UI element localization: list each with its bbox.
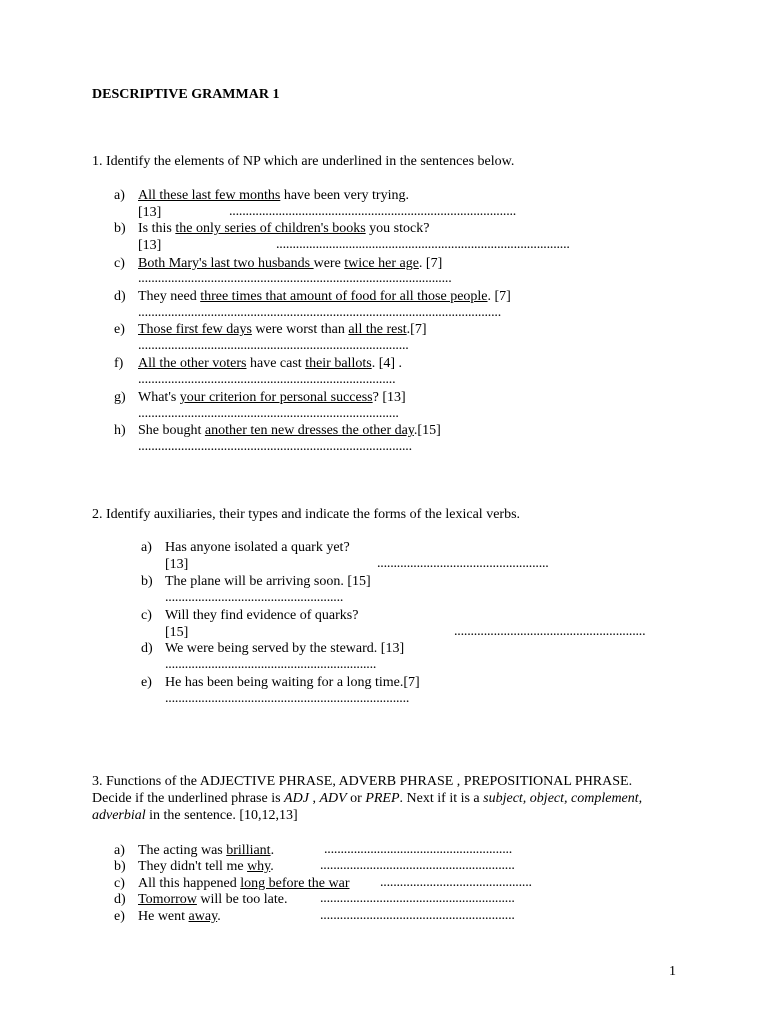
item-score: [13]: [138, 238, 162, 253]
underlined-phrase: brilliant: [226, 843, 271, 858]
answer-blank[interactable]: ..........................................................................: [165, 691, 410, 706]
answer-blank[interactable]: ...................................................................................: [138, 439, 412, 454]
answer-blank[interactable]: ...........................................................: [320, 891, 515, 906]
list-item: a) Has anyone isolated a quark yet?: [141, 540, 350, 555]
list-item: b) They didn't tell me why.: [114, 859, 274, 874]
underlined-phrase: the only series of children's books: [175, 221, 366, 236]
underlined-phrase: three times that amount of food for all those people: [200, 289, 488, 304]
list-item: d) We were being served by the steward. [13]: [141, 641, 405, 656]
list-item: d) They need three times that amount of food for all those people. [7]: [114, 289, 511, 304]
underlined-phrase: your criterion for personal success: [179, 390, 373, 405]
answer-blank[interactable]: ..............................................................................: [138, 372, 396, 387]
answer-blank[interactable]: ..............................................................................................................: [138, 305, 502, 320]
underlined-phrase: All the other voters: [138, 356, 247, 371]
underlined-phrase: away: [188, 909, 218, 924]
answer-blank[interactable]: ....................................................: [377, 556, 549, 571]
answer-blank[interactable]: .......................................................................................: [229, 204, 517, 219]
list-item: h) She bought another ten new dresses the other day.[15]: [114, 423, 441, 438]
answer-blank[interactable]: ..........................................................: [454, 624, 646, 639]
underlined-phrase: Both Mary's last two husbands: [138, 256, 314, 271]
answer-blank[interactable]: ..................................................................................: [138, 338, 409, 353]
answer-blank[interactable]: ...........................................................: [320, 858, 515, 873]
list-item: c) All this happened long before the war: [114, 876, 350, 891]
list-item: b) The plane will be arriving soon. [15]: [141, 574, 371, 589]
underlined-phrase: their ballots: [305, 356, 372, 371]
list-item: b) Is this the only series of children's books you stock?: [114, 221, 430, 236]
item-score: [15]: [165, 625, 189, 640]
list-item: g) What's your criterion for personal success? [13]: [114, 390, 406, 405]
page-number: 1: [669, 964, 676, 979]
answer-blank[interactable]: ...............................................................................: [138, 406, 399, 421]
underlined-phrase: Tomorrow: [138, 892, 197, 907]
underlined-phrase: twice her age: [344, 256, 419, 271]
underlined-phrase: why: [247, 859, 271, 874]
answer-blank[interactable]: ......................................................: [165, 590, 344, 605]
list-item: e) Those first few days were worst than all the rest.[7]: [114, 322, 427, 337]
list-item: a) All these last few months have been very trying.: [114, 188, 409, 203]
answer-blank[interactable]: ..............................................: [380, 875, 532, 890]
answer-blank[interactable]: .........................................................: [324, 842, 513, 857]
item-score: [13]: [138, 205, 162, 220]
list-item: d) Tomorrow will be too late.: [114, 892, 288, 907]
list-item: e) He went away.: [114, 909, 221, 924]
underlined-phrase: Those first few days: [138, 322, 252, 337]
answer-blank[interactable]: ................................................................: [165, 657, 377, 672]
document-title: DESCRIPTIVE GRAMMAR 1: [92, 87, 280, 102]
underlined-phrase: All these last few months: [138, 188, 281, 203]
list-item: f) All the other voters have cast their ballots. [4] .: [114, 356, 403, 371]
list-item: a) The acting was brilliant.: [114, 843, 275, 858]
underlined-phrase: another ten new dresses the other day: [204, 423, 414, 438]
list-item: c) Both Mary's last two husbands were twice her age. [7]: [114, 256, 443, 271]
list-item: e) He has been being waiting for a long time.[7]: [141, 675, 420, 690]
answer-blank[interactable]: .........................................................................................: [276, 237, 570, 252]
list-item: c) Will they find evidence of quarks?: [141, 608, 359, 623]
underlined-phrase: all the rest: [348, 322, 407, 337]
answer-blank[interactable]: ...............................................................................................: [138, 271, 452, 286]
q3-heading: 3. Functions of the ADJECTIVE PHRASE, ADVERB PHRASE , PREPOSITIONAL PHRASE. Decide if the underlined phrase is ADJ , ADV or PREP. Next if it is a subject, object, complement, adverbial in the sentence. [10,12,13]: [92, 774, 643, 823]
answer-blank[interactable]: ...........................................................: [320, 908, 515, 923]
underlined-phrase: long before the war: [240, 876, 350, 891]
item-score: [13]: [165, 557, 189, 572]
q2-heading: 2. Identify auxiliaries, their types and indicate the forms of the lexical verbs.: [92, 507, 521, 522]
q1-heading: 1. Identify the elements of NP which are underlined in the sentences below.: [92, 154, 515, 169]
